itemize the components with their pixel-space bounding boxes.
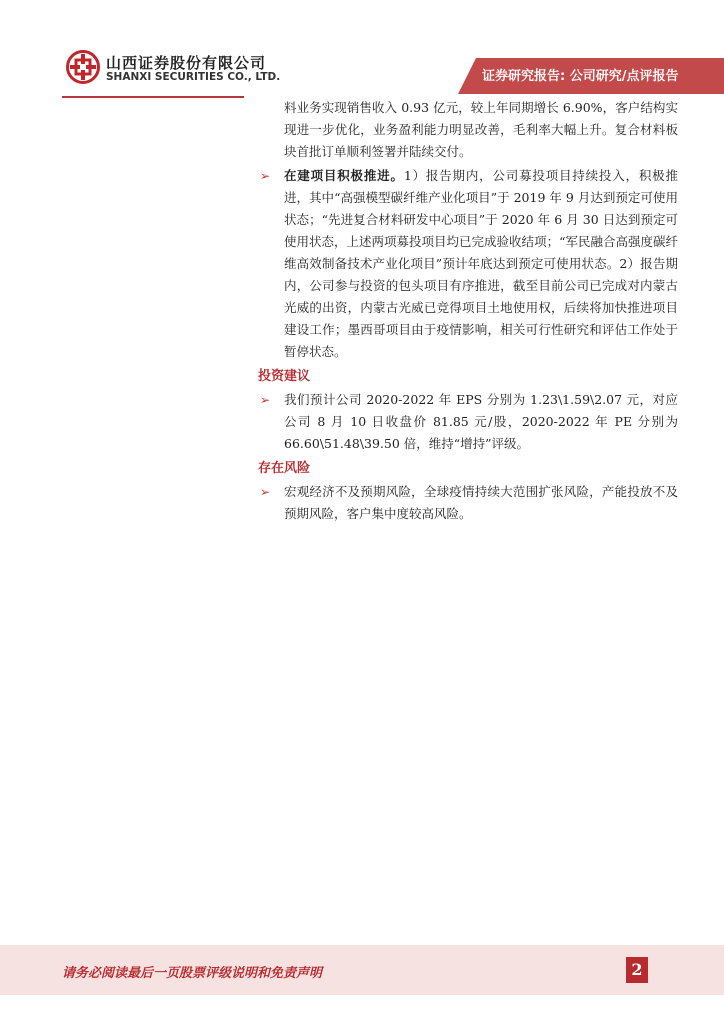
disclaimer-notice: 请务必阅读最后一页股票评级说明和免责声明 <box>62 966 323 981</box>
bullet-arrow-icon: ➢ <box>260 485 271 499</box>
page-header <box>0 0 724 96</box>
company-name-en: SHANXI SECURITIES CO., LTD. <box>106 71 281 83</box>
shanxi-securities-logo-icon <box>66 50 100 84</box>
section-title-risk: 存在风险 <box>258 461 311 476</box>
report-body <box>258 97 678 525</box>
paragraph-risk-text: 宏观经济不及预期风险，全球疫情持续大范围扩张风险，产能投放不及预期风险，客户集中度较高风险。 <box>284 484 678 521</box>
page-number: 2 <box>626 957 648 983</box>
company-name-cn: 山西证券股份有限公司 <box>106 54 267 72</box>
paragraph-projects-lead: 在建项目积极推进。 <box>284 168 404 183</box>
paragraph-projects <box>258 165 678 363</box>
paragraph-investment <box>258 389 678 455</box>
bullet-arrow-icon: ➢ <box>260 169 271 183</box>
header-divider <box>62 96 244 98</box>
paragraph-investment-text: 我们预计公司 2020-2022 年 EPS 分别为 1.23\1.59\2.07 元，对应公司 8 月 10 日收盘价 81.85 元/股，2020-2022 年 PE 分别为 66.60\51.48\39.50 倍，维持“增持”评级。 <box>284 392 678 451</box>
paragraph-sales-text: 料业务实现销售收入 0.93 亿元，较上年同期增长 6.90%，客户结构实现进一步优化，业务盈利能力明显改善，毛利率大幅上升。复合材料板块首批订单顺利签署并陆续交付。 <box>284 100 678 159</box>
paragraph-projects-text: 1）报告期内，公司募投项目持续投入，积极推进，其中“高强模型碳纤维产业化项目”于 2019 年 9 月达到预定可使用状态；“先进复合材料研发中心项目”于 2020 年 6 月 30 日达到预定可使用状态，上述两项募投项目均已完成验收结项；“军民融合高强度碳纤维高效制备技术产业化项目”预计年底达到预定可使用状态。2）报告期内，公司参与投资的包头项目有序推进，截至目前公司已完成对内蒙古光威的出资，内蒙古光威已竞得项目土地使用权，后续将加快推进项目建设工作；墨西哥项目由于疫情影响，相关可行性研究和评估工作处于暂停状态。 <box>284 168 678 359</box>
bullet-arrow-icon: ➢ <box>260 393 271 407</box>
paragraph-risk <box>258 481 678 525</box>
paragraph-sales <box>258 97 678 163</box>
section-title-investment: 投资建议 <box>258 369 311 384</box>
page-footer <box>0 945 724 995</box>
report-type-label: 证券研究报告: 公司研究/点评报告 <box>482 69 679 84</box>
report-type-banner <box>458 58 724 94</box>
